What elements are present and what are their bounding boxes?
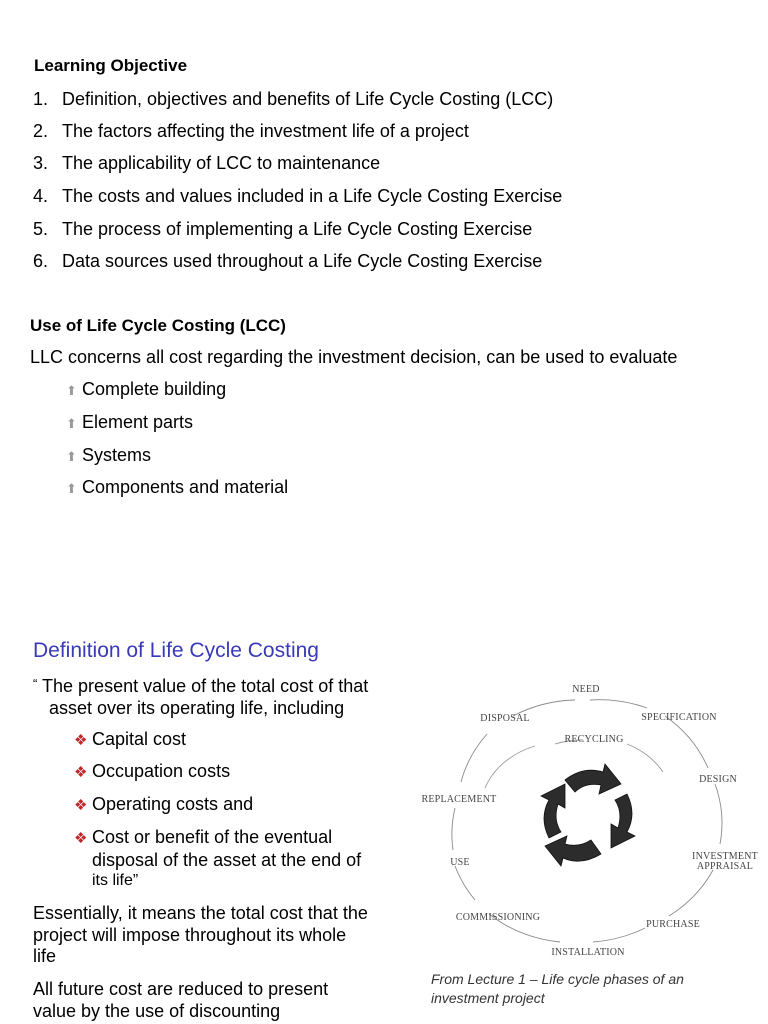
diagram-caption [431,970,684,1008]
up-arrow-icon: ⬆ [66,416,77,431]
use-list-item [66,477,288,498]
phase-label-commissioning: COMMISSIONING [455,912,541,923]
diamond-bullet-icon: ❖ [74,764,88,781]
essentially-line: project will impose throughout its whole [33,925,347,945]
cost-item-text: Operating costs and [92,794,254,814]
cost-list-item [74,761,230,782]
cost-list-item [74,794,253,815]
cost-item-text: Occupation costs [92,761,231,781]
phase-label-specification: SPECIFICATION [641,712,717,723]
objective-number: 2. [33,121,49,141]
phase-label-purchase: PURCHASE [646,919,700,930]
definition-title: Definition of Life Cycle Costing [33,639,319,662]
up-arrow-icon: ⬆ [66,383,77,398]
essentially-line: life [33,946,57,966]
learning-objective-heading: Learning Objective [34,56,188,75]
recycling-arrows-icon [541,764,635,866]
future-cost-line: value by the use of discounting [33,1001,281,1021]
use-item-text: Complete building [82,379,227,399]
definition-quote-line: asset over its operating life, including [49,698,345,718]
phase-label-design: DESIGN [699,774,737,785]
objective-text: The costs and values included in a Life Cycle Costing Exercise [62,186,563,206]
life-cycle-diagram [415,672,768,962]
diamond-bullet-icon: ❖ [74,732,88,749]
open-quote: “ [33,676,38,691]
objective-text: Data sources used throughout a Life Cycle Costing Exercise [62,251,543,271]
objective-item [33,153,380,174]
objective-item [33,121,469,142]
phase-label-replacement: REPLACEMENT [421,794,497,805]
cost-item-text: Capital cost [92,729,187,749]
up-arrow-icon: ⬆ [66,449,77,464]
use-list-item [66,445,151,466]
use-list-item [66,379,226,400]
objective-text: Definition, objectives and benefits of Life Cycle Costing (LCC) [62,89,554,109]
cost-item-continuation: its life” [92,872,139,889]
caption-line: investment project [431,990,545,1006]
objective-number: 4. [33,186,49,206]
objective-item [33,89,553,110]
cost-item-continuation: disposal of the asset at the end of [92,850,362,870]
objective-item [33,219,532,240]
phase-label-recycling: RECYCLING [564,734,624,745]
use-item-text: Element parts [82,412,194,432]
use-item-text: Systems [82,445,152,465]
cost-list-item [74,729,186,750]
diamond-bullet-icon: ❖ [74,797,88,814]
cost-item-text: Cost or benefit of the eventual [92,827,333,847]
essentially-line: Essentially, it means the total cost that the [33,903,368,923]
objective-text: The process of implementing a Life Cycle Costing Exercise [62,219,533,239]
use-list-item [66,412,193,433]
objective-item [33,251,542,272]
quote-text: The present value of the total cost of that [42,676,369,696]
objective-number: 5. [33,219,49,239]
cost-list-item [74,827,332,848]
phase-label-installation: INSTALLATION [551,947,625,958]
phase-label-use: USE [450,857,470,868]
objective-number: 3. [33,153,49,173]
objective-text: The applicability of LCC to maintenance [62,153,381,173]
diamond-bullet-icon: ❖ [74,830,88,847]
use-of-lcc-intro: LLC concerns all cost regarding the investment decision, can be used to evaluate [30,347,678,367]
objective-number: 1. [33,89,49,109]
objective-item [33,186,562,207]
phase-label-need: NEED [572,684,600,695]
future-cost-line: All future cost are reduced to present [33,979,329,999]
phase-label-appraisal: APPRAISAL [696,861,754,872]
objective-number: 6. [33,251,49,271]
caption-line: From Lecture 1 – Life cycle phases of an [431,971,684,987]
phase-label-investment: INVESTMENT [692,851,758,862]
up-arrow-icon: ⬆ [66,481,77,496]
use-of-lcc-heading: Use of Life Cycle Costing (LCC) [30,316,286,335]
use-item-text: Components and material [82,477,289,497]
phase-label-disposal: DISPOSAL [480,713,530,724]
definition-quote-line [33,676,368,697]
objective-text: The factors affecting the investment life of a project [62,121,469,141]
